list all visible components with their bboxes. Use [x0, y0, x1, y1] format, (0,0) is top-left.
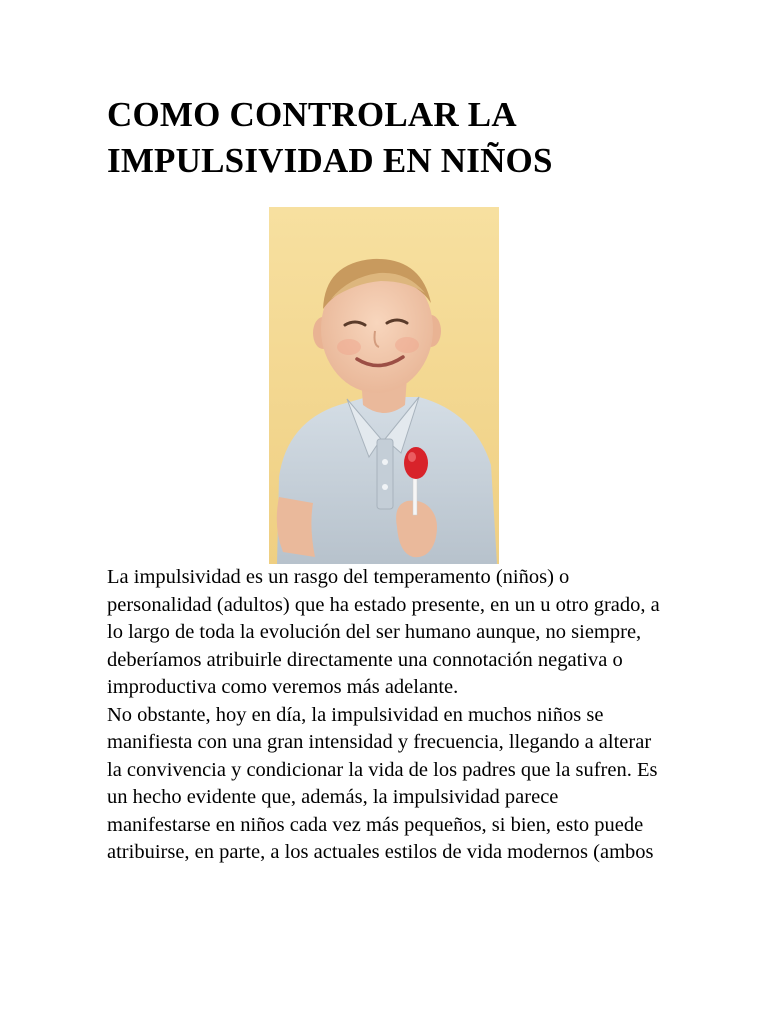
title-line-1: COMO CONTROLAR LA [107, 95, 517, 134]
child-with-lollipop-illustration [269, 207, 499, 564]
title-line-2: IMPULSIVIDAD EN NIÑOS [107, 141, 553, 180]
paragraph-2: No obstante, hoy en día, la impulsividad en muchos niños se manifiesta con una gran intensidad y frecuencia, llegando a alterar la convivencia y condicionar la vida de los padres que la sufren. Es un hecho evidente que, además, la impulsividad parece manifestarse en niños cada vez más pequeños, si bien, esto puede atribuirse, en parte, a los actuales estilos de vida modernos (ambos [107, 703, 658, 863]
child-photo [269, 207, 499, 564]
article-body [107, 564, 667, 867]
document-title [107, 92, 667, 184]
paragraph-1: La impulsividad es un rasgo del temperamento (niños) o personalidad (adultos) que ha estado presente, en un u otro grado, a lo largo de toda la evolución del ser humano aunque, no siempre, deberíamos atribuirle directamente una connotación negativa o improductiva como veremos más adelante. [107, 566, 660, 698]
document-page [107, 92, 667, 863]
